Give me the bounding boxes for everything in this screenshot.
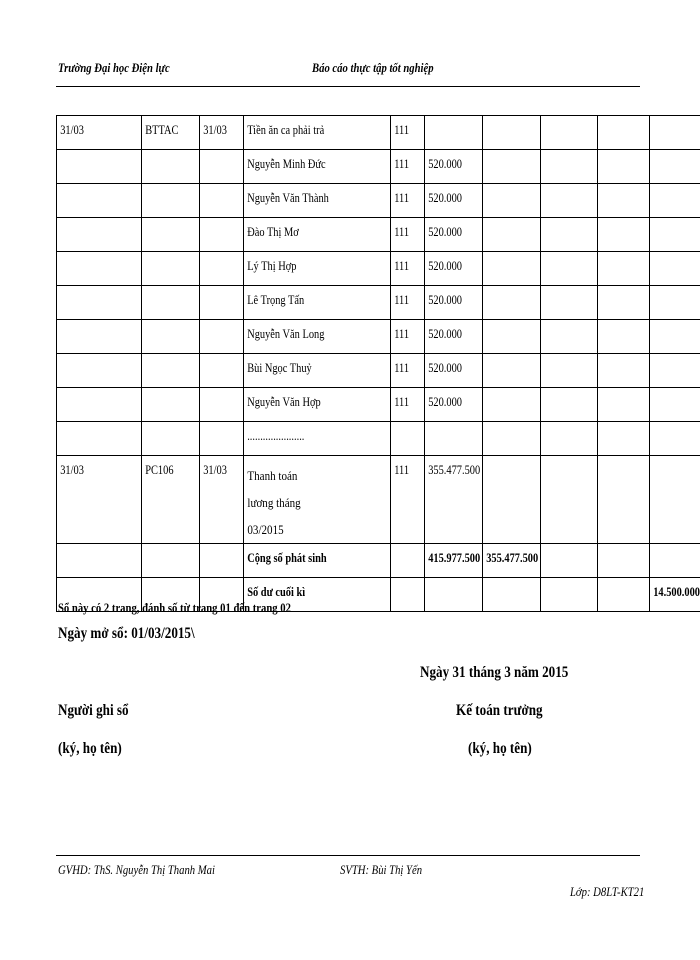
ledger-cell-c10 bbox=[650, 422, 700, 456]
ledger-cell-credit bbox=[483, 116, 541, 150]
ledger-cell-c8 bbox=[541, 354, 598, 388]
chief-accountant-sign-note: (ký, họ tên) bbox=[468, 740, 532, 757]
ledger-cell-text bbox=[57, 360, 60, 366]
ledger-row bbox=[57, 388, 700, 422]
ledger-cell-desc bbox=[244, 184, 391, 218]
ledger-cell-credit bbox=[483, 456, 541, 544]
ledger-cell-doc bbox=[142, 456, 200, 544]
ledger-cell-text bbox=[57, 190, 60, 196]
ledger-cell-text bbox=[650, 326, 653, 332]
ledger-cell-text bbox=[541, 584, 544, 590]
ledger-row bbox=[57, 320, 700, 354]
ledger-row bbox=[57, 286, 700, 320]
ledger-cell-credit bbox=[483, 218, 541, 252]
ledger-cell-doc-date bbox=[200, 544, 244, 578]
ledger-cell-text bbox=[650, 462, 653, 468]
ledger-cell-text: 111 bbox=[394, 326, 410, 341]
ledger-cell-acct bbox=[391, 252, 425, 286]
ledger-cell-text bbox=[541, 122, 544, 128]
ledger-cell-credit bbox=[483, 150, 541, 184]
ledger-cell-text bbox=[650, 190, 653, 196]
ledger-cell-text bbox=[483, 428, 486, 434]
ledger-cell-text: Nguyễn Văn Thành bbox=[247, 190, 329, 205]
header-report-title: Báo cáo thực tập tốt nghiệp bbox=[312, 60, 434, 75]
ledger-cell-c8 bbox=[541, 150, 598, 184]
ledger-cell-credit bbox=[483, 354, 541, 388]
ledger-cell-c8 bbox=[541, 116, 598, 150]
ledger-cell-text: 31/03 bbox=[60, 462, 84, 477]
ledger-cell-text bbox=[650, 224, 653, 230]
ledger-cell-credit bbox=[483, 286, 541, 320]
ledger-cell-text: 111 bbox=[394, 224, 410, 239]
ledger-cell-text: Đào Thị Mơ bbox=[247, 224, 299, 239]
ledger-cell-text bbox=[142, 360, 145, 366]
ledger-cell-acct bbox=[391, 456, 425, 544]
ledger-cell-text bbox=[200, 156, 203, 162]
ledger-row bbox=[57, 252, 700, 286]
ledger-cell-text: 31/03 bbox=[203, 462, 227, 477]
ledger-cell-text: Số dư cuối kì bbox=[247, 584, 306, 599]
ledger-cell-debit bbox=[425, 116, 483, 150]
ledger-row bbox=[57, 354, 700, 388]
ledger-cell-text: 520.000 bbox=[428, 156, 462, 171]
ledger-cell-doc-date bbox=[200, 184, 244, 218]
ledger-cell-text bbox=[650, 428, 653, 434]
ledger-cell-text bbox=[142, 428, 145, 434]
ledger-cell-text bbox=[541, 462, 544, 468]
ledger-cell-text: Tiền ăn ca phải trả bbox=[247, 122, 325, 137]
ledger-cell-credit bbox=[483, 422, 541, 456]
ledger-cell-acct bbox=[391, 354, 425, 388]
ledger-cell-text: 111 bbox=[394, 156, 410, 171]
ledger-cell-date bbox=[57, 218, 142, 252]
ledger-cell-debit bbox=[425, 252, 483, 286]
ledger-cell-date bbox=[57, 544, 142, 578]
ledger-cell-text: 111 bbox=[394, 462, 410, 477]
ledger-cell-doc-date bbox=[200, 354, 244, 388]
ledger-cell-acct bbox=[391, 320, 425, 354]
ledger-cell-text bbox=[483, 584, 486, 590]
ledger-cell-text bbox=[200, 258, 203, 264]
ledger-cell-c9 bbox=[598, 320, 650, 354]
ledger-cell-c10 bbox=[650, 218, 700, 252]
ledger-cell-c9 bbox=[598, 388, 650, 422]
ledger-cell-c9 bbox=[598, 456, 650, 544]
ledger-cell-date bbox=[57, 184, 142, 218]
ledger-cell-c8 bbox=[541, 456, 598, 544]
ledger-cell-text bbox=[483, 190, 486, 196]
ledger-cell-c10 bbox=[650, 320, 700, 354]
ledger-cell-acct bbox=[391, 184, 425, 218]
footer-student: SVTH: Bùi Thị Yến bbox=[340, 862, 423, 877]
ledger-cell-acct bbox=[391, 544, 425, 578]
ledger-cell-text bbox=[57, 156, 60, 162]
ledger-cell-text bbox=[57, 550, 60, 556]
ledger-cell-c9 bbox=[598, 116, 650, 150]
ledger-cell-text bbox=[57, 428, 60, 434]
ledger-cell-c9 bbox=[598, 578, 650, 612]
ledger-cell-text bbox=[598, 394, 601, 400]
ledger-cell-text: Lê Trọng Tấn bbox=[247, 292, 305, 307]
ledger-cell-debit bbox=[425, 320, 483, 354]
ledger-cell-c10 bbox=[650, 544, 700, 578]
ledger-cell-text bbox=[650, 156, 653, 162]
ledger-cell-c9 bbox=[598, 286, 650, 320]
ledger-cell-desc bbox=[244, 320, 391, 354]
ledger-cell-desc bbox=[244, 286, 391, 320]
ledger-cell-text bbox=[483, 326, 486, 332]
ledger-cell-doc bbox=[142, 354, 200, 388]
ledger-cell-credit bbox=[483, 252, 541, 286]
ledger-cell-text bbox=[483, 360, 486, 366]
ledger-cell-doc bbox=[142, 150, 200, 184]
ledger-cell-text bbox=[200, 550, 203, 556]
ledger-cell-text bbox=[650, 258, 653, 264]
ledger-cell-text: PC106 bbox=[145, 462, 174, 477]
ledger-cell-text bbox=[483, 224, 486, 230]
ledger-cell-desc bbox=[244, 150, 391, 184]
ledger-cell-desc bbox=[244, 116, 391, 150]
ledger-cell-text bbox=[200, 326, 203, 332]
ledger-cell-text bbox=[650, 122, 653, 128]
ledger-cell-text bbox=[598, 462, 601, 468]
ledger-cell-acct bbox=[391, 286, 425, 320]
ledger-cell-text bbox=[598, 428, 601, 434]
ledger-table bbox=[56, 115, 700, 612]
ledger-cell-text bbox=[57, 326, 60, 332]
ledger-cell-text bbox=[541, 326, 544, 332]
ledger-cell-date bbox=[57, 116, 142, 150]
ledger-cell-doc bbox=[142, 286, 200, 320]
ledger-cell-date bbox=[57, 388, 142, 422]
ledger-cell-c8 bbox=[541, 422, 598, 456]
ledger-cell-desc bbox=[244, 422, 391, 456]
ledger-cell-text: 14.500.000 bbox=[653, 584, 700, 599]
ledger-cell-text: 31/03 bbox=[60, 122, 84, 137]
ledger-cell-c10 bbox=[650, 388, 700, 422]
ledger-cell-text: 520.000 bbox=[428, 360, 462, 375]
ledger-cell-c9 bbox=[598, 252, 650, 286]
ledger-cell-text: Nguyễn Văn Hợp bbox=[247, 394, 321, 409]
ledger-cell-debit bbox=[425, 354, 483, 388]
ledger-cell-text bbox=[541, 550, 544, 556]
ledger-cell-doc-date bbox=[200, 320, 244, 354]
ledger-cell-text: 520.000 bbox=[428, 394, 462, 409]
ledger-cell-c8 bbox=[541, 286, 598, 320]
ledger-cell-debit bbox=[425, 388, 483, 422]
ledger-row bbox=[57, 544, 700, 578]
ledger-cell-text bbox=[425, 584, 428, 590]
ledger-cell-doc bbox=[142, 388, 200, 422]
ledger-cell-text bbox=[650, 550, 653, 556]
ledger-cell-date bbox=[57, 320, 142, 354]
ledger-cell-text bbox=[142, 394, 145, 400]
ledger-cell-text bbox=[391, 550, 394, 556]
ledger-cell-text bbox=[200, 360, 203, 366]
ledger-cell-text bbox=[598, 326, 601, 332]
ledger-cell-text: BTTAC bbox=[145, 122, 179, 137]
ledger-cell-text bbox=[598, 190, 601, 196]
ledger-cell-text bbox=[483, 122, 486, 128]
ledger-cell-doc-date bbox=[200, 388, 244, 422]
ledger-cell-text bbox=[650, 292, 653, 298]
ledger-cell-text bbox=[425, 122, 428, 128]
ledger-cell-text bbox=[142, 156, 145, 162]
ledger-cell-acct bbox=[391, 388, 425, 422]
ledger-cell-doc-date bbox=[200, 218, 244, 252]
ledger-cell-text bbox=[200, 394, 203, 400]
ledger-cell-acct bbox=[391, 150, 425, 184]
ledger-cell-debit bbox=[425, 422, 483, 456]
ledger-cell-c9 bbox=[598, 218, 650, 252]
ledger-cell-date bbox=[57, 456, 142, 544]
ledger-cell-text: 355.477.500 bbox=[428, 462, 481, 477]
ledger-cell-doc bbox=[142, 116, 200, 150]
ledger-cell-text bbox=[391, 584, 394, 590]
chief-accountant-title: Kế toán trưởng bbox=[456, 702, 543, 719]
recorder-sign-note: (ký, họ tên) bbox=[58, 740, 122, 757]
ledger-cell-text: 520.000 bbox=[428, 190, 462, 205]
header-school: Trường Đại học Điện lực bbox=[58, 60, 170, 75]
ledger-cell-debit bbox=[425, 184, 483, 218]
ledger-cell-text bbox=[57, 224, 60, 230]
ledger-cell-c8 bbox=[541, 184, 598, 218]
ledger-row bbox=[57, 150, 700, 184]
ledger-cell-credit bbox=[483, 320, 541, 354]
ledger-cell-text bbox=[57, 292, 60, 298]
ledger-cell-text bbox=[142, 190, 145, 196]
ledger-cell-c8 bbox=[541, 544, 598, 578]
ledger-body bbox=[57, 116, 700, 612]
ledger-cell-credit bbox=[483, 578, 541, 612]
ledger-cell-doc-date bbox=[200, 252, 244, 286]
ledger-cell-c9 bbox=[598, 544, 650, 578]
ledger-cell-text bbox=[483, 156, 486, 162]
ledger-cell-text bbox=[200, 190, 203, 196]
ledger-cell-text: Nguyễn Minh Đức bbox=[247, 156, 326, 171]
ledger-cell-doc bbox=[142, 218, 200, 252]
ledger-cell-text bbox=[425, 428, 428, 434]
ledger-cell-text bbox=[598, 360, 601, 366]
ledger-cell-text bbox=[598, 156, 601, 162]
ledger-cell-text bbox=[598, 584, 601, 590]
ledger-cell-text bbox=[142, 258, 145, 264]
ledger-cell-c8 bbox=[541, 388, 598, 422]
ledger-cell-acct bbox=[391, 422, 425, 456]
ledger-cell-debit bbox=[425, 578, 483, 612]
ledger-cell-debit bbox=[425, 218, 483, 252]
ledger-cell-doc-date bbox=[200, 286, 244, 320]
ledger-cell-text bbox=[483, 462, 486, 468]
ledger-cell-text: 520.000 bbox=[428, 292, 462, 307]
page-count-note: Sổ này có 2 trang, đánh số từ trang 01 đến trang 02 bbox=[58, 600, 291, 615]
ledger-cell-doc bbox=[142, 544, 200, 578]
ledger-cell-text bbox=[541, 258, 544, 264]
ledger-cell-debit bbox=[425, 544, 483, 578]
ledger-row bbox=[57, 116, 700, 150]
ledger-cell-text bbox=[598, 258, 601, 264]
ledger-cell-text bbox=[541, 428, 544, 434]
ledger-cell-text: 520.000 bbox=[428, 326, 462, 341]
ledger-cell-c8 bbox=[541, 578, 598, 612]
ledger-cell-c9 bbox=[598, 184, 650, 218]
ledger-row bbox=[57, 218, 700, 252]
ledger-cell-c10 bbox=[650, 184, 700, 218]
ledger-cell-credit bbox=[483, 184, 541, 218]
footer-supervisor: GVHD: ThS. Nguyễn Thị Thanh Mai bbox=[58, 862, 215, 877]
ledger-cell-doc-date bbox=[200, 150, 244, 184]
ledger-cell-date bbox=[57, 252, 142, 286]
ledger-cell-text: 355.477.500 bbox=[486, 550, 539, 565]
ledger-cell-c10 bbox=[650, 150, 700, 184]
ledger-cell-text bbox=[200, 428, 203, 434]
ledger-cell-doc bbox=[142, 184, 200, 218]
ledger-cell-text: 520.000 bbox=[428, 258, 462, 273]
ledger-cell-text bbox=[200, 292, 203, 298]
ledger-cell-acct bbox=[391, 578, 425, 612]
ledger-cell-text: ...................... bbox=[247, 428, 305, 443]
ledger-cell-text: 31/03 bbox=[203, 122, 227, 137]
ledger-cell-text bbox=[598, 224, 601, 230]
ledger-cell-date bbox=[57, 150, 142, 184]
ledger-cell-c10 bbox=[650, 116, 700, 150]
ledger-cell-text bbox=[200, 224, 203, 230]
ledger-cell-text: 111 bbox=[394, 394, 410, 409]
ledger-row bbox=[57, 422, 700, 456]
ledger-cell-text bbox=[142, 550, 145, 556]
ledger-cell-date bbox=[57, 422, 142, 456]
ledger-cell-credit bbox=[483, 544, 541, 578]
ledger-cell-desc bbox=[244, 218, 391, 252]
ledger-cell-date bbox=[57, 354, 142, 388]
ledger-cell-desc bbox=[244, 388, 391, 422]
ledger-cell-text bbox=[650, 360, 653, 366]
ledger-cell-c8 bbox=[541, 320, 598, 354]
ledger-cell-doc-date bbox=[200, 456, 244, 544]
ledger-cell-text bbox=[598, 292, 601, 298]
recorder-title: Người ghi sổ bbox=[58, 702, 129, 719]
ledger-cell-text bbox=[142, 326, 145, 332]
ledger-cell-text bbox=[391, 428, 394, 434]
ledger-cell-text: 111 bbox=[394, 292, 410, 307]
ledger-cell-text: Cộng số phát sinh bbox=[247, 550, 327, 565]
ledger-cell-c10 bbox=[650, 354, 700, 388]
ledger-cell-text: 111 bbox=[394, 258, 410, 273]
ledger-cell-text bbox=[541, 224, 544, 230]
ledger-cell-c8 bbox=[541, 218, 598, 252]
ledger-cell-c9 bbox=[598, 422, 650, 456]
ledger-row bbox=[57, 456, 700, 544]
ledger-cell-text: Lý Thị Hợp bbox=[247, 258, 297, 273]
ledger-cell-text bbox=[483, 292, 486, 298]
ledger-row bbox=[57, 184, 700, 218]
ledger-cell-text bbox=[598, 122, 601, 128]
ledger-cell-c8 bbox=[541, 252, 598, 286]
ledger-cell-doc-date bbox=[200, 422, 244, 456]
ledger-cell-text bbox=[541, 156, 544, 162]
ledger-cell-text: Thanh toán lương tháng 03/2015 bbox=[247, 468, 301, 537]
ledger-cell-debit bbox=[425, 150, 483, 184]
ledger-cell-text: 111 bbox=[394, 190, 410, 205]
footer-divider bbox=[56, 855, 640, 856]
ledger-cell-text bbox=[142, 584, 145, 590]
ledger-cell-text bbox=[541, 292, 544, 298]
ledger-cell-c10 bbox=[650, 456, 700, 544]
ledger-cell-text bbox=[200, 584, 203, 590]
ledger-cell-text: Bùi Ngọc Thuỷ bbox=[247, 360, 312, 375]
ledger-cell-doc-date bbox=[200, 116, 244, 150]
ledger-cell-c10 bbox=[650, 286, 700, 320]
ledger-cell-acct bbox=[391, 218, 425, 252]
signature-date: Ngày 31 tháng 3 năm 2015 bbox=[420, 664, 569, 681]
ledger-cell-credit bbox=[483, 388, 541, 422]
footer-class: Lớp: D8LT-KT21 bbox=[570, 884, 645, 899]
ledger-cell-doc bbox=[142, 252, 200, 286]
ledger-cell-desc bbox=[244, 252, 391, 286]
ledger-cell-acct bbox=[391, 116, 425, 150]
ledger-cell-text bbox=[142, 292, 145, 298]
ledger-cell-text bbox=[483, 394, 486, 400]
ledger-cell-desc bbox=[244, 354, 391, 388]
ledger-cell-c10 bbox=[650, 578, 700, 612]
ledger-cell-desc bbox=[244, 544, 391, 578]
ledger-cell-c9 bbox=[598, 150, 650, 184]
ledger-cell-text bbox=[57, 584, 60, 590]
ledger-cell-desc bbox=[244, 456, 391, 544]
ledger-cell-c10 bbox=[650, 252, 700, 286]
open-date: Ngày mở sổ: 01/03/2015\ bbox=[58, 625, 195, 642]
ledger-cell-text bbox=[541, 394, 544, 400]
ledger-cell-text: 520.000 bbox=[428, 224, 462, 239]
ledger-cell-text: Nguyễn Văn Long bbox=[247, 326, 325, 341]
ledger-cell-debit bbox=[425, 456, 483, 544]
ledger-cell-debit bbox=[425, 286, 483, 320]
ledger-cell-text: 111 bbox=[394, 360, 410, 375]
ledger-cell-text: 111 bbox=[394, 122, 410, 137]
ledger-cell-text bbox=[142, 224, 145, 230]
ledger-cell-text bbox=[650, 394, 653, 400]
ledger-cell-date bbox=[57, 286, 142, 320]
ledger-cell-text bbox=[541, 190, 544, 196]
ledger-cell-text bbox=[598, 550, 601, 556]
ledger-cell-text bbox=[57, 258, 60, 264]
ledger-cell-text: 415.977.500 bbox=[428, 550, 481, 565]
ledger-cell-text bbox=[541, 360, 544, 366]
ledger-cell-doc bbox=[142, 320, 200, 354]
header-divider bbox=[56, 86, 640, 87]
ledger-cell-text bbox=[57, 394, 60, 400]
ledger-cell-doc bbox=[142, 422, 200, 456]
ledger-cell-c9 bbox=[598, 354, 650, 388]
ledger-cell-text bbox=[483, 258, 486, 264]
